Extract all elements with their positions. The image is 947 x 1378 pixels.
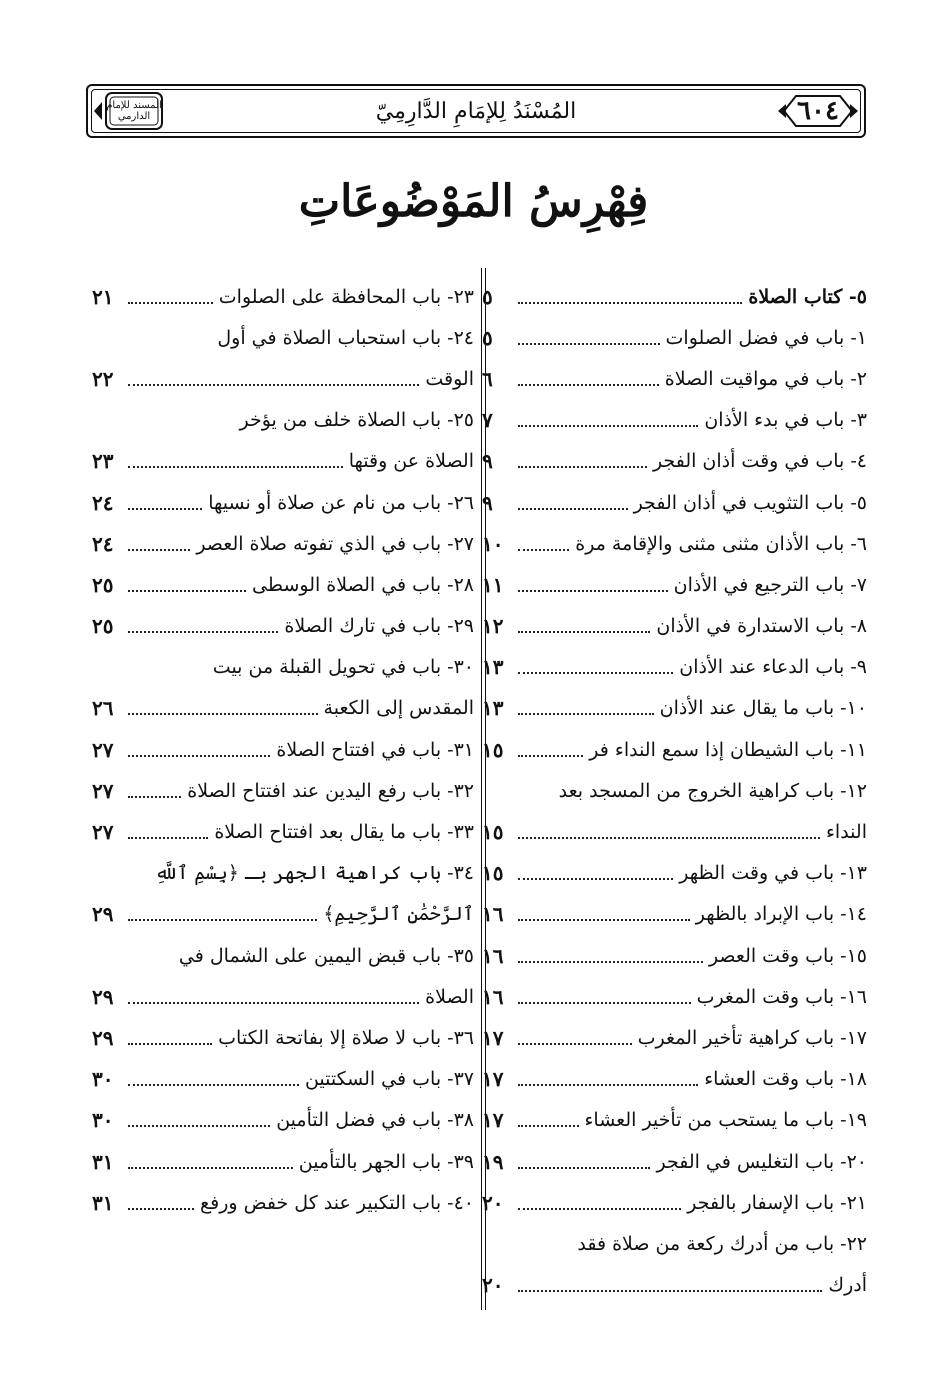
toc-entry-title: الصلاة: [425, 985, 474, 1008]
toc-leader-dots: [128, 631, 278, 633]
toc-entry: [482, 770, 867, 811]
toc-leader-dots: [518, 837, 820, 839]
toc-entry-page: ٢٩: [92, 902, 114, 927]
toc-entry-title: ٣٧- باب في السكتتين: [304, 1068, 474, 1091]
toc-entry-page: ٢٤: [92, 490, 114, 515]
toc-entry: [92, 523, 474, 564]
toc-entry-title: ٣٢- باب رفع اليدين عند افتتاح الصلاة: [187, 779, 474, 802]
toc-leader-dots: [128, 1084, 299, 1086]
toc-entry: [482, 317, 867, 358]
toc-entry-page: ٢١: [92, 284, 114, 309]
toc-entry-title: ٢٥- باب الصلاة خلف من يؤخر: [239, 409, 474, 432]
toc-left-column: [92, 276, 474, 1223]
toc-entry-title: ١٦- باب وقت المغرب: [696, 985, 867, 1008]
toc-entry-title: ٣٦- باب لا صلاة إلا بفاتحة الكتاب: [218, 1026, 474, 1049]
toc-entry: [92, 1017, 474, 1058]
toc-entry-page: ١٣: [482, 696, 504, 721]
toc-entry-title: ٣٩- باب الجهر بالتأمين: [298, 1150, 474, 1173]
toc-leader-dots: [518, 1290, 822, 1292]
toc-entry: [92, 441, 474, 482]
toc-entry-page: ١٧: [482, 1067, 504, 1092]
toc-entry-page: ٢٠: [482, 1190, 504, 1215]
toc-entry: [482, 1141, 867, 1182]
toc-leader-dots: [128, 549, 190, 551]
toc-entry-title: ٢١- باب الإسفار بالفجر: [687, 1191, 867, 1214]
toc-entry-title: ٣٨- باب في فضل التأمين: [276, 1109, 474, 1132]
toc-entry-page: ٩: [482, 449, 493, 474]
toc-leader-dots: [518, 631, 650, 633]
toc-entry: [92, 564, 474, 605]
toc-entry: [482, 853, 867, 894]
toc-entry-title: ٣٥- باب قبض اليمين على الشمال في: [178, 944, 474, 967]
toc-entry: [92, 276, 474, 317]
toc-entry: [92, 1182, 474, 1223]
toc-entry: [92, 770, 474, 811]
toc-entry-page: ٣٠: [92, 1067, 114, 1092]
toc-right-column: [482, 276, 867, 1306]
toc-leader-dots: [128, 466, 343, 468]
toc-entry: [92, 400, 474, 441]
toc-entry: [482, 1017, 867, 1058]
toc-entry-page: ٢٣: [92, 449, 114, 474]
toc-entry-title: ٣- باب في بدء الأذان: [704, 409, 867, 432]
toc-entry-page: ٢٩: [92, 1025, 114, 1050]
toc-entry-title: ١٧- باب كراهية تأخير المغرب: [637, 1026, 867, 1049]
toc-entry-page: ١٥: [482, 861, 504, 886]
toc-entry-page: ١٣: [482, 655, 504, 680]
toc-leader-dots: [128, 755, 270, 757]
toc-leader-dots: [128, 508, 202, 510]
toc-entry-title: ٢- باب في مواقيت الصلاة: [664, 367, 867, 390]
toc-entry-page: ١٢: [482, 614, 504, 639]
toc-entry: [92, 358, 474, 399]
toc-entry-title: ٧- باب الترجيع في الأذان: [673, 573, 867, 596]
toc-entry-title: ١٢- باب كراهية الخروج من المسجد بعد: [558, 779, 867, 802]
toc-entry-title: ٢٩- باب في تارك الصلاة: [284, 615, 474, 638]
toc-entry-page: ٢٧: [92, 820, 114, 845]
toc-entry-title: ٢٨- باب في الصلاة الوسطى: [252, 573, 474, 596]
toc-leader-dots: [128, 713, 318, 715]
toc-entry-page: ٣٠: [92, 1108, 114, 1133]
toc-entry-title: المقدس إلى الكعبة: [323, 697, 474, 720]
running-title: المُسْنَدُ لِلإمَامِ الدَّارِمِيّ: [375, 98, 577, 124]
toc-entry-title: الصلاة عن وقتها: [348, 450, 474, 473]
toc-entry-page: ٥: [482, 325, 493, 350]
toc-entry: [482, 811, 867, 852]
toc-entry: [482, 564, 867, 605]
toc-entry-title: ٦- باب الأذان مثنى مثنى والإقامة مرة: [575, 532, 867, 555]
toc-leader-dots: [518, 466, 647, 468]
toc-entry-page: ١٧: [482, 1108, 504, 1133]
toc-leader-dots: [518, 302, 742, 304]
toc-entry-page: ١٧: [482, 1025, 504, 1050]
toc-entry-title: ٣١- باب في افتتاح الصلاة: [276, 738, 474, 761]
toc-leader-dots: [128, 919, 317, 921]
toc-entry-title: ١- باب في فضل الصلوات: [665, 326, 867, 349]
toc-entry-page: ١٦: [482, 943, 504, 968]
toc-entry-page: ٣١: [92, 1149, 114, 1174]
toc-entry: [92, 317, 474, 358]
toc-entry: [92, 1100, 474, 1141]
toc-leader-dots: [518, 549, 569, 551]
seal-text: المسند للإمام الدارمي: [106, 100, 162, 122]
toc-leader-dots: [518, 878, 673, 880]
toc-entry-title: ٣٠- باب في تحويل القبلة من بيت: [212, 656, 474, 679]
page-number-badge: [776, 90, 860, 132]
toc-entry-page: ١٩: [482, 1149, 504, 1174]
toc-entry-title: ٢٠- باب التغليس في الفجر: [656, 1150, 867, 1173]
toc-entry-title: ٢٦- باب من نام عن صلاة أو نسيها: [208, 491, 474, 514]
toc-entry-title: ١٤- باب الإبراد بالظهر: [695, 903, 867, 926]
toc-entry-page: ١٦: [482, 902, 504, 927]
toc-leader-dots: [518, 590, 668, 592]
toc-leader-dots: [518, 508, 628, 510]
toc-leader-dots: [128, 1167, 293, 1169]
toc-entry: [482, 400, 867, 441]
toc-entry-title: ٤- باب في وقت أذان الفجر: [652, 450, 867, 473]
toc-entry: [92, 935, 474, 976]
toc-entry-page: ٢٥: [92, 572, 114, 597]
toc-entry-page: ١١: [482, 572, 504, 597]
toc-entry-page: ٢٧: [92, 737, 114, 762]
toc-entry-page: ١٥: [482, 737, 504, 762]
page-title: فِهْرِسُ المَوْضُوعَاتِ: [298, 176, 649, 227]
toc-leader-dots: [128, 1125, 270, 1127]
toc-leader-dots: [518, 384, 659, 386]
toc-leader-dots: [518, 919, 690, 921]
toc-entry-title: الوقت: [425, 367, 474, 390]
toc-entry-title: ١٩- باب ما يستحب من تأخير العشاء: [584, 1109, 867, 1132]
toc-entry-title: ٤٠- باب التكبير عند كل خفض ورفع: [200, 1191, 474, 1214]
toc-entry: [482, 935, 867, 976]
toc-entry-title: ٥- باب التثويب في أذان الفجر: [633, 491, 867, 514]
toc-entry-page: ٢٧: [92, 778, 114, 803]
toc-entry: [92, 647, 474, 688]
toc-leader-dots: [518, 425, 698, 427]
toc-entry-page: ٩: [482, 490, 493, 515]
toc-leader-dots: [128, 837, 208, 839]
toc-entry-title: ٢٧- باب في الذي تفوته صلاة العصر: [196, 532, 474, 555]
toc-entry-title: ١٠- باب ما يقال عند الأذان: [659, 697, 867, 720]
toc-entry: [482, 1223, 867, 1264]
toc-entry-title: ٨- باب الاستدارة في الأذان: [656, 615, 867, 638]
toc-entry-page: ٢٩: [92, 984, 114, 1009]
toc-entry: [482, 647, 867, 688]
page-header: [86, 84, 866, 138]
toc-entry: [92, 976, 474, 1017]
toc-entry: [482, 976, 867, 1017]
toc-entry: [92, 1141, 474, 1182]
toc-entry: [482, 729, 867, 770]
toc-entry-page: ٣١: [92, 1190, 114, 1215]
toc-entry: [482, 1265, 867, 1306]
toc-entry-page: ٢٦: [92, 696, 114, 721]
toc-leader-dots: [518, 1208, 681, 1210]
toc-entry: [482, 482, 867, 523]
toc-entry-title: ٢٢- باب من أدرك ركعة من صلاة فقد: [577, 1232, 867, 1255]
page-number: ٦٠٤: [797, 96, 839, 126]
toc-entry: [92, 688, 474, 729]
toc-entry-page: ١٠: [482, 531, 504, 556]
toc-entry: [482, 688, 867, 729]
toc-entry-page: ٢٠: [482, 1273, 504, 1298]
toc-entry-title: النداء: [826, 821, 867, 844]
toc-entry-title: ١٥- باب وقت العصر: [708, 944, 867, 967]
toc-entry-title: ٢٣- باب المحافظة على الصلوات: [218, 285, 474, 308]
toc-leader-dots: [128, 796, 181, 798]
toc-entry: [482, 1182, 867, 1223]
toc-entry-page: ٢٢: [92, 366, 114, 391]
toc-entry-title: ٥- كتاب الصلاة: [748, 285, 867, 308]
toc-leader-dots: [128, 1208, 194, 1210]
toc-entry: [92, 811, 474, 852]
toc-entry-title: ٣٣- باب ما يقال بعد افتتاح الصلاة: [214, 821, 474, 844]
toc-leader-dots: [518, 1125, 579, 1127]
toc-leader-dots: [518, 755, 583, 757]
toc-leader-dots: [128, 590, 246, 592]
toc-leader-dots: [518, 1167, 650, 1169]
toc-leader-dots: [518, 1002, 691, 1004]
toc-entry: [92, 606, 474, 647]
toc-entry-title: ١٨- باب وقت العشاء: [704, 1068, 867, 1091]
toc-entry: [482, 606, 867, 647]
toc-leader-dots: [518, 961, 703, 963]
toc-entry-title: ١١- باب الشيطان إذا سمع النداء فر: [589, 738, 867, 761]
toc-leader-dots: [518, 1084, 698, 1086]
toc-leader-dots: [518, 672, 673, 674]
toc-entry: [482, 1059, 867, 1100]
toc-entry-title: ٣٤- باب كراهية الجهر بـ ﴿بِسْمِ ٱللَّهِ: [154, 862, 474, 885]
toc-entry-page: ٧: [482, 408, 493, 433]
toc-entry-title: ١٣- باب في وقت الظهر: [679, 862, 867, 885]
toc-leader-dots: [128, 302, 213, 304]
toc-leader-dots: [518, 713, 654, 715]
toc-entry-page: ١٥: [482, 820, 504, 845]
toc-entry: [482, 894, 867, 935]
toc-entry: [92, 853, 474, 894]
toc-entry-page: ٢٥: [92, 614, 114, 639]
toc-entry-title: أدرك: [828, 1274, 867, 1297]
toc-entry-title: ٱلرَّحْمَٰنِ ٱلرَّحِيمِ﴾: [323, 903, 474, 926]
toc-leader-dots: [518, 1043, 632, 1045]
toc-entry: [482, 1100, 867, 1141]
toc-entry: [92, 482, 474, 523]
toc-entry: [482, 276, 867, 317]
toc-entry-page: ٥: [482, 284, 493, 309]
toc-entry-page: ٢٤: [92, 531, 114, 556]
toc-entry-page: ٦: [482, 366, 493, 391]
toc-entry: [92, 1059, 474, 1100]
toc-entry: [482, 358, 867, 399]
toc-entry: [92, 729, 474, 770]
toc-entry-title: ٩- باب الدعاء عند الأذان: [679, 656, 867, 679]
toc-leader-dots: [128, 384, 419, 386]
toc-entry-title: ٢٤- باب استحباب الصلاة في أول: [217, 326, 474, 349]
seal-emblem: [92, 90, 176, 132]
toc-entry: [482, 441, 867, 482]
toc-leader-dots: [128, 1043, 212, 1045]
toc-entry: [482, 523, 867, 564]
toc-leader-dots: [128, 1002, 419, 1004]
toc-entry-page: ١٦: [482, 984, 504, 1009]
toc-entry: [92, 894, 474, 935]
toc-leader-dots: [518, 343, 660, 345]
